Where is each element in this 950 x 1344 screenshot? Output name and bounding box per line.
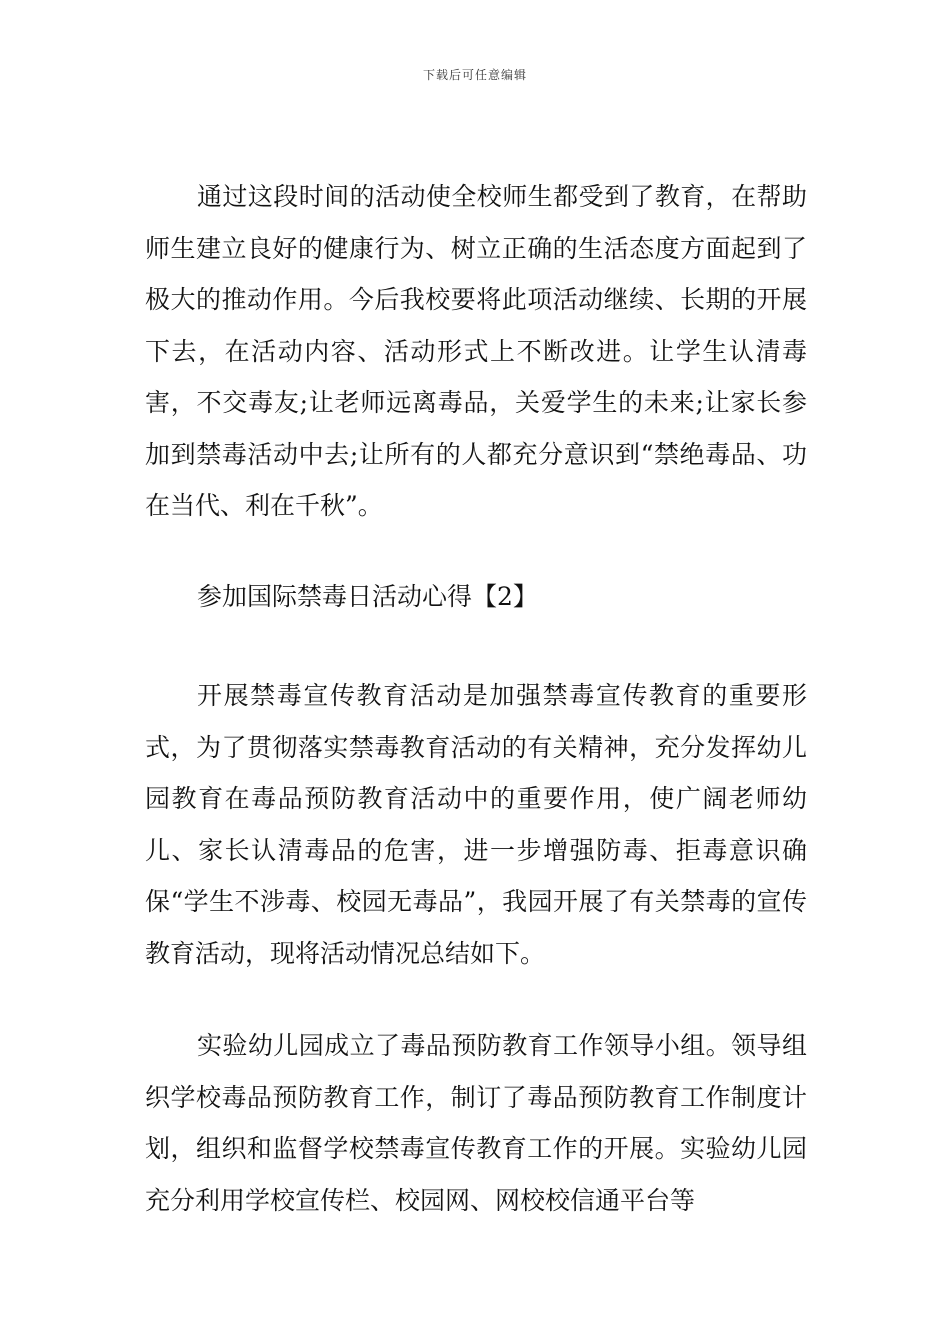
paragraph-conclusion: 通过这段时间的活动使全校师生都受到了教育，在帮助师生建立良好的健康行为、树立正确的生活态度方面起到了极大的推动作用。今后我校要将此项活动继续、长期的开展下去，在活动内容、活动形式上不断改进。让学生认清毒害，不交毒友;让老师远离毒品，关爱学生的未来;让家长参加到禁毒活动中去;让所有的人都充分意识到“禁绝毒品、功在当代、利在千秋”。 xyxy=(145,182,807,520)
paragraph-intro: 开展禁毒宣传教育活动是加强禁毒宣传教育的重要形式，为了贯彻落实禁毒教育活动的有关精神，充分发挥幼儿园教育在毒品预防教育活动中的重要作用，使广阔老师幼儿、家长认清毒品的危害，进一步增强防毒、拒毒意识确保“学生不涉毒、校园无毒品”，我园开展了有关禁毒的宣传教育活动，现将活动情况总结如下。 xyxy=(145,681,807,968)
section-heading: 参加国际禁毒日活动心得【2】 xyxy=(197,582,538,611)
header-note: 下载后可任意编辑 xyxy=(422,68,527,82)
paragraph-leadership: 实验幼儿园成立了毒品预防教育工作领导小组。领导组织学校毒品预防教育工作，制订了毒品预防教育工作制度计划，组织和监督学校禁毒宣传教育工作的开展。实验幼儿园充分利用学校宣传栏、校园网、网校校信通平台等 xyxy=(145,1031,807,1215)
